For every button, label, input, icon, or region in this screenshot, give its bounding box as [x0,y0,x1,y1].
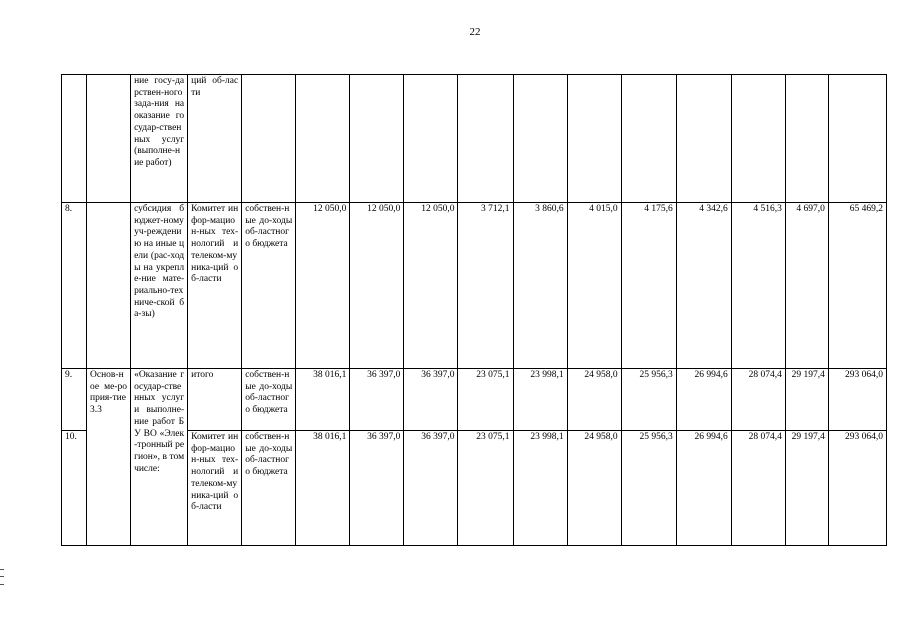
value-cell: 23 998,1 [513,369,567,431]
row-number-cell: 9. [62,369,87,431]
value-cell: 23 075,1 [458,431,513,546]
activity-cell [87,75,131,203]
value-cell [404,75,458,203]
value-cell: 38 016,1 [296,369,350,431]
budget-table [61,74,887,546]
row-number-cell: 8. [62,203,87,369]
source-cell: собствен-ные до-ходы об-ластного бюджета [242,369,296,431]
value-cell [676,75,731,203]
table-row [62,369,887,431]
value-cell: 12 050,0 [350,203,404,369]
value-cell: 36 397,0 [350,431,404,546]
value-cell: 26 994,6 [676,369,731,431]
executor-cell: итого [188,369,242,431]
total-cell [828,75,886,203]
value-cell: 29 197,4 [785,431,828,546]
value-cell: 12 050,0 [404,203,458,369]
value-cell: 3 712,1 [458,203,513,369]
executor-cell: ций об-ласти [188,75,242,203]
source-cell: собствен-ные до-ходы об-ластного бюджета [242,431,296,546]
value-cell: 3 860,6 [513,203,567,369]
value-cell: 36 397,0 [404,369,458,431]
value-cell: 4 342,6 [676,203,731,369]
value-cell: 25 956,3 [621,369,676,431]
value-cell: 28 074,4 [731,431,785,546]
value-cell: 4 697,0 [785,203,828,369]
value-cell: 38 016,1 [296,431,350,546]
name-cell: ние госу-дарствен-ного зада-ния на оказание государ-ственных услуг (выполне-ние работ) [131,75,188,203]
value-cell [621,75,676,203]
value-cell: 4 015,0 [567,203,621,369]
source-cell [242,75,296,203]
name-cell: субсидия бюджет-ному уч-реждению на иные цели (рас-ходы на укрепле-ние мате-риально-техниче-ской ба-зы) [131,203,188,369]
row-number-cell [62,75,87,203]
value-cell: 23 998,1 [513,431,567,546]
value-cell [350,75,404,203]
value-cell: 36 397,0 [404,431,458,546]
executor-cell: Комитет инфор-мацион-ных тех-нологий и телеком-муника-ций об-ласти [188,203,242,369]
scan-margin-mark [0,569,4,585]
value-cell [567,75,621,203]
total-cell: 293 064,0 [828,431,886,546]
value-cell: 23 075,1 [458,369,513,431]
activity-cell: Основ-ное ме-роприя-тие 3.3 [87,369,131,546]
value-cell: 24 958,0 [567,431,621,546]
total-cell: 293 064,0 [828,369,886,431]
name-cell: «Оказание государ-ственных услуг и выполне-ние работ БУ ВО «Элек-тронный регион», в том числе: [131,369,188,546]
page-number: 22 [469,26,481,38]
total-cell: 65 469,2 [828,203,886,369]
value-cell [785,75,828,203]
value-cell: 4 175,6 [621,203,676,369]
value-cell: 36 397,0 [350,369,404,431]
table-row [62,203,887,369]
row-number-cell: 10. [62,431,87,546]
executor-cell: Комитет инфор-мацион-ных тех-нологий и телеком-муника-ций об-ласти [188,431,242,546]
value-cell [458,75,513,203]
value-cell: 4 516,3 [731,203,785,369]
value-cell: 25 956,3 [621,431,676,546]
value-cell: 12 050,0 [296,203,350,369]
activity-cell [87,203,131,369]
value-cell: 26 994,6 [676,431,731,546]
value-cell: 28 074,4 [731,369,785,431]
value-cell: 29 197,4 [785,369,828,431]
value-cell [731,75,785,203]
value-cell [296,75,350,203]
value-cell: 24 958,0 [567,369,621,431]
source-cell: собствен-ные до-ходы об-ластного бюджета [242,203,296,369]
value-cell [513,75,567,203]
table-row [62,75,887,203]
